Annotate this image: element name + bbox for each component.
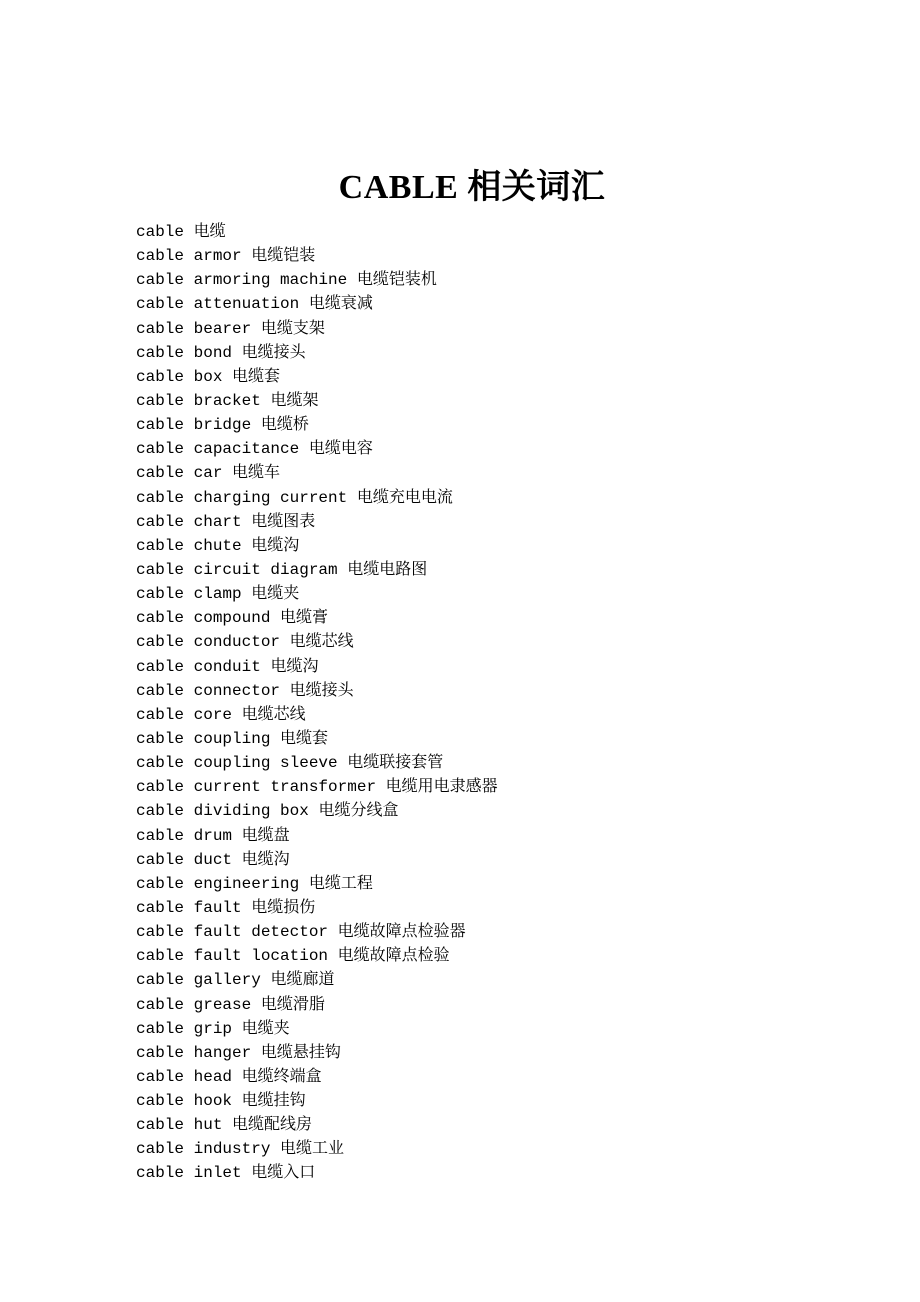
entry-chinese-term: 电缆盘 — [241, 824, 290, 844]
entry-english-term: cable conductor — [136, 633, 281, 652]
vocabulary-entry — [136, 1160, 498, 1184]
vocabulary-entry — [136, 823, 498, 847]
vocabulary-entry — [136, 1136, 498, 1160]
vocabulary-list — [136, 219, 498, 1185]
vocabulary-entry — [136, 557, 498, 581]
entry-english-term: cable chute — [136, 536, 242, 555]
entry-chinese-term: 电缆图表 — [251, 510, 316, 530]
vocabulary-entry — [136, 1088, 498, 1112]
entry-chinese-term: 电缆电容 — [308, 438, 373, 458]
entry-english-term: cable conduit — [136, 657, 261, 676]
vocabulary-entry — [136, 629, 498, 653]
entry-chinese-term: 电缆车 — [232, 462, 281, 482]
vocabulary-entry — [136, 533, 498, 557]
vocabulary-entry — [136, 1112, 498, 1136]
entry-english-term: cable clamp — [136, 585, 242, 604]
entry-english-term: cable coupling — [136, 729, 271, 748]
entry-english-term: cable armor — [136, 247, 242, 266]
entry-english-term: cable gallery — [136, 971, 261, 990]
entry-english-term: cable attenuation — [136, 295, 300, 314]
entry-english-term: cable head — [136, 1067, 233, 1086]
entry-english-term: cable fault — [136, 898, 242, 917]
entry-chinese-term: 电缆悬挂钩 — [260, 1041, 341, 1061]
vocabulary-entry — [136, 992, 498, 1016]
entry-chinese-term: 电缆沟 — [241, 848, 290, 868]
entry-chinese-term: 电缆桥 — [260, 414, 309, 434]
vocabulary-entry — [136, 364, 498, 388]
vocabulary-entry — [136, 774, 498, 798]
entry-english-term: cable coupling sleeve — [136, 754, 338, 773]
entry-english-term: cable current transformer — [136, 778, 377, 797]
vocabulary-entry — [136, 267, 498, 291]
entry-chinese-term: 电缆接头 — [241, 341, 306, 361]
entry-english-term: cable — [136, 223, 185, 241]
entry-chinese-term: 电缆芯线 — [241, 703, 306, 723]
entry-chinese-term: 电缆联接套管 — [347, 752, 444, 772]
entry-chinese-term: 电缆配线房 — [232, 1114, 313, 1134]
vocabulary-entry — [136, 291, 498, 315]
entry-english-term: cable bracket — [136, 391, 261, 410]
entry-chinese-term: 电缆用电隶感器 — [385, 776, 498, 796]
entry-chinese-term: 电缆夹 — [251, 583, 300, 603]
vocabulary-entry — [136, 243, 498, 267]
vocabulary-entry — [136, 726, 498, 750]
vocabulary-entry — [136, 943, 498, 967]
vocabulary-entry — [136, 219, 498, 243]
vocabulary-entry — [136, 388, 498, 412]
entry-chinese-term: 电缆 — [193, 221, 226, 240]
entry-chinese-term: 电缆套 — [280, 727, 329, 747]
vocabulary-entry — [136, 1040, 498, 1064]
entry-english-term: cable drum — [136, 826, 233, 845]
entry-english-term: cable dividing box — [136, 802, 309, 821]
entry-chinese-term: 电缆滑脂 — [260, 993, 325, 1013]
entry-chinese-term: 电缆铠装 — [251, 245, 316, 265]
vocabulary-entry — [136, 509, 498, 533]
entry-english-term: cable chart — [136, 512, 242, 531]
entry-chinese-term: 电缆沟 — [270, 655, 319, 675]
entry-chinese-term: 电缆电路图 — [347, 558, 428, 578]
entry-chinese-term: 电缆终端盒 — [241, 1065, 322, 1085]
vocabulary-entry — [136, 316, 498, 340]
entry-english-term: cable engineering — [136, 874, 300, 893]
entry-english-term: cable bearer — [136, 319, 252, 338]
entry-english-term: cable bond — [136, 343, 233, 362]
entry-english-term: cable grip — [136, 1019, 233, 1038]
entry-chinese-term: 电缆架 — [270, 389, 319, 409]
entry-english-term: cable capacitance — [136, 440, 300, 459]
entry-chinese-term: 电缆故障点检验 — [337, 945, 450, 965]
entry-english-term: cable box — [136, 367, 223, 386]
entry-english-term: cable charging current — [136, 488, 348, 507]
entry-chinese-term: 电缆分线盒 — [318, 800, 399, 820]
entry-chinese-term: 电缆套 — [232, 365, 281, 385]
entry-english-term: cable duct — [136, 850, 233, 869]
vocabulary-entry — [136, 460, 498, 484]
vocabulary-entry — [136, 702, 498, 726]
vocabulary-entry — [136, 1016, 498, 1040]
entry-chinese-term: 电缆廊道 — [270, 969, 335, 989]
entry-chinese-term: 电缆支架 — [260, 317, 325, 337]
vocabulary-entry — [136, 895, 498, 919]
entry-chinese-term: 电缆工业 — [280, 1138, 345, 1158]
document-title: CABLE 相关词汇 — [338, 168, 606, 206]
entry-english-term: cable hook — [136, 1092, 233, 1111]
entry-english-term: cable core — [136, 705, 233, 724]
entry-chinese-term: 电缆膏 — [280, 607, 329, 627]
vocabulary-entry — [136, 436, 498, 460]
vocabulary-entry — [136, 750, 498, 774]
vocabulary-entry — [136, 1064, 498, 1088]
vocabulary-entry — [136, 967, 498, 991]
vocabulary-entry — [136, 798, 498, 822]
entry-english-term: cable hanger — [136, 1043, 252, 1062]
vocabulary-entry — [136, 847, 498, 871]
entry-chinese-term: 电缆沟 — [251, 534, 300, 554]
entry-english-term: cable hut — [136, 1116, 223, 1135]
vocabulary-entry — [136, 581, 498, 605]
entry-chinese-term: 电缆衰减 — [308, 293, 373, 313]
entry-english-term: cable fault detector — [136, 923, 329, 942]
entry-english-term: cable fault location — [136, 947, 329, 966]
vocabulary-entry — [136, 678, 498, 702]
entry-english-term: cable industry — [136, 1140, 271, 1159]
entry-english-term: cable bridge — [136, 416, 252, 435]
vocabulary-entry — [136, 871, 498, 895]
entry-chinese-term: 电缆接头 — [289, 679, 354, 699]
entry-english-term: cable circuit diagram — [136, 560, 338, 579]
vocabulary-entry — [136, 919, 498, 943]
entry-english-term: cable connector — [136, 681, 281, 700]
entry-chinese-term: 电缆夹 — [241, 1017, 290, 1037]
entry-chinese-term: 电缆芯线 — [289, 631, 354, 651]
entry-chinese-term: 电缆损伤 — [251, 896, 316, 916]
vocabulary-entry — [136, 485, 498, 509]
entry-english-term: cable grease — [136, 995, 252, 1014]
entry-english-term: cable armoring machine — [136, 271, 348, 290]
vocabulary-entry — [136, 605, 498, 629]
entry-chinese-term: 电缆铠装机 — [356, 269, 437, 289]
vocabulary-entry — [136, 412, 498, 436]
entry-chinese-term: 电缆故障点检验器 — [337, 921, 466, 941]
entry-chinese-term: 电缆挂钩 — [241, 1090, 306, 1110]
entry-chinese-term: 电缆入口 — [251, 1162, 316, 1182]
vocabulary-entry — [136, 340, 498, 364]
vocabulary-entry — [136, 654, 498, 678]
entry-english-term: cable inlet — [136, 1164, 242, 1183]
entry-chinese-term: 电缆工程 — [308, 872, 373, 892]
entry-english-term: cable compound — [136, 609, 271, 628]
entry-english-term: cable car — [136, 464, 223, 483]
entry-chinese-term: 电缆充电电流 — [356, 486, 453, 506]
